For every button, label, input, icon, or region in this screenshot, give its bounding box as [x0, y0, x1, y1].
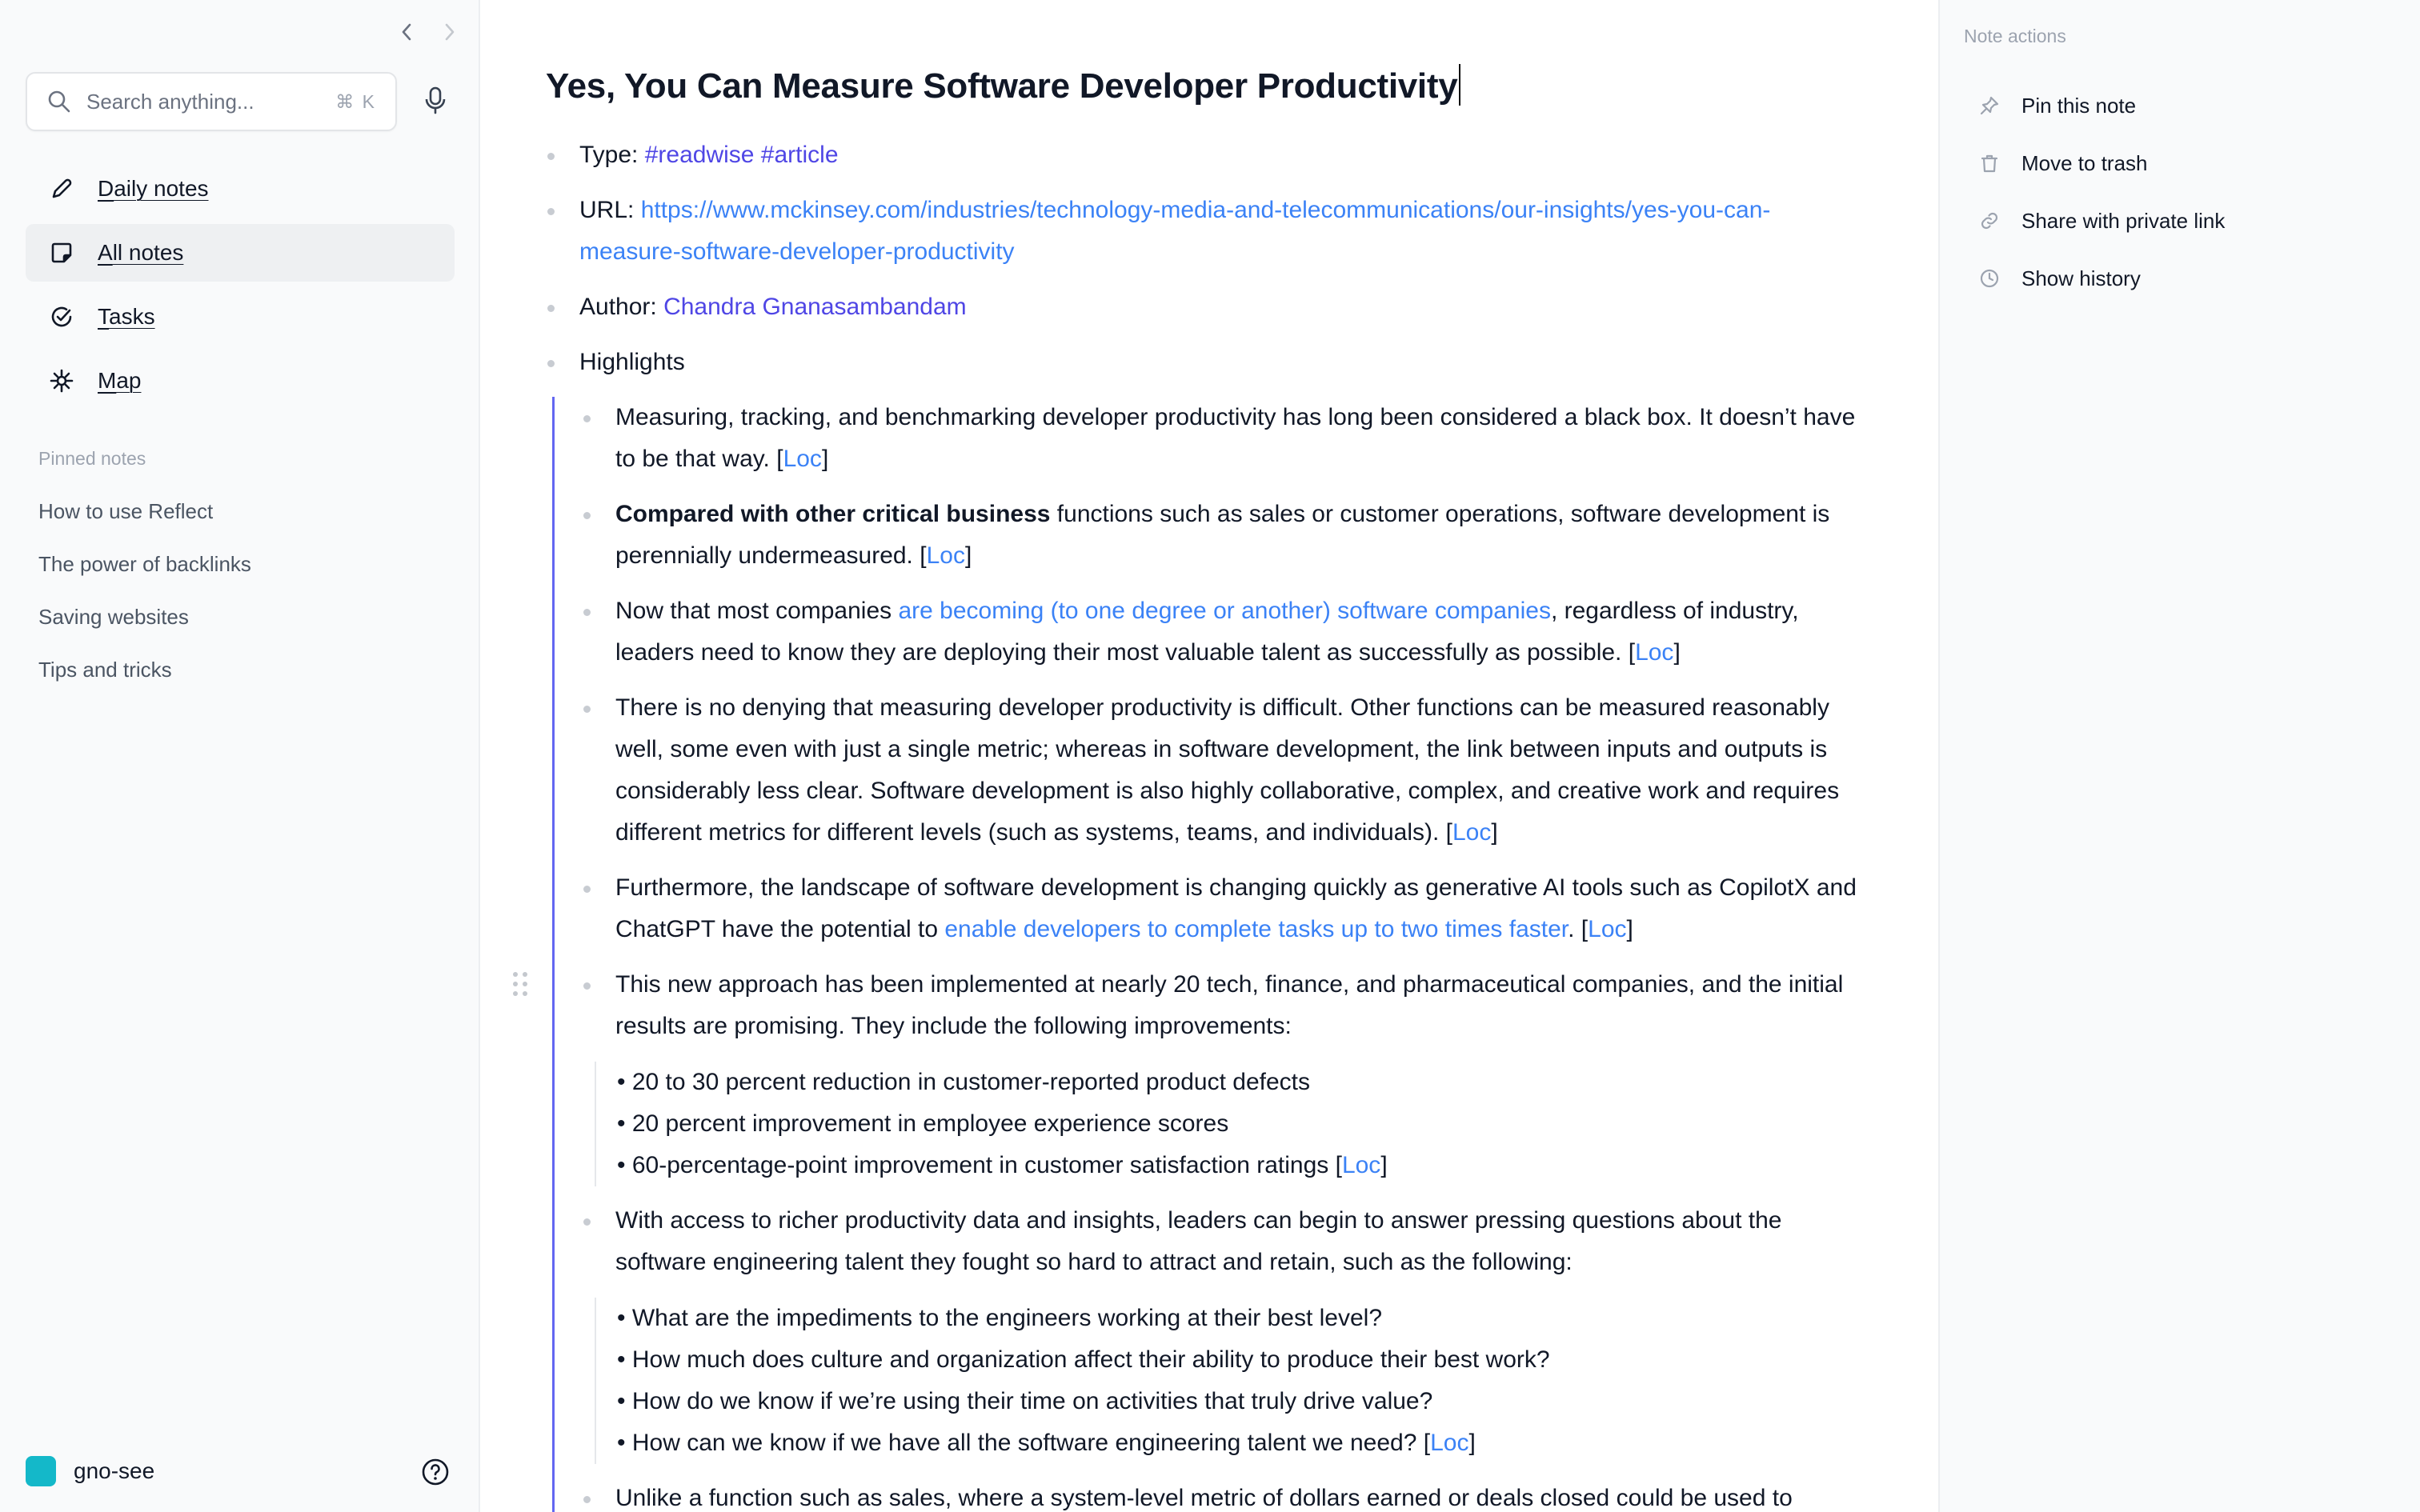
loc-link[interactable]: Loc: [1452, 819, 1492, 846]
graph-icon: [48, 367, 75, 394]
highlight-item: [582, 687, 1858, 854]
move-to-trash-button[interactable]: [1978, 134, 2225, 192]
highlight-bold-text: Compared with other critical business: [615, 501, 1051, 527]
pinned-note-item[interactable]: The power of backlinks: [38, 552, 251, 576]
list-item: [546, 286, 1858, 328]
loc-link[interactable]: Loc: [1588, 916, 1627, 942]
note-actions-heading: Note actions: [1964, 26, 2066, 46]
highlight-text: There is no denying that measuring developer productivity is difficult. Other functions can be measured reasonably well, some even with just a single metric; whereas in software development, the link between inputs and outputs is considerably less clear. Software development is also highly collaborative, complex, and creative work and requires different metrics for different levels (such as systems, teams, and individuals). [: [615, 694, 1840, 846]
note-editor[interactable]: [480, 0, 1938, 1512]
highlight-text: Furthermore, the landscape of software development is changing quickly as generative AI tools such as CopilotX and ChatGPT have the potential to: [615, 874, 1857, 942]
note-title[interactable]: [546, 64, 1460, 106]
list-item: [546, 190, 1858, 273]
back-chevron-icon[interactable]: [395, 18, 418, 46]
action-label: Show history: [2021, 266, 2141, 290]
user-name: gno-see: [74, 1458, 155, 1483]
clock-icon: [1978, 267, 2001, 290]
search-placeholder: Search anything...: [86, 89, 254, 114]
pencil-icon: [48, 175, 75, 202]
bracket: ]: [1626, 916, 1633, 942]
bracket: ]: [1468, 1430, 1476, 1456]
search-icon: [46, 89, 72, 114]
note-title-text: Yes, You Can Measure Software Developer Productivity: [546, 66, 1458, 106]
url-label: URL:: [579, 197, 641, 223]
highlight-sublist: [595, 1298, 1858, 1464]
help-icon[interactable]: [421, 1458, 450, 1486]
nav-label: All notes: [98, 240, 184, 265]
forward-chevron-icon[interactable]: [439, 18, 461, 46]
highlight-item: [582, 494, 1858, 577]
pinned-note-item[interactable]: Tips and tricks: [38, 658, 172, 682]
sublist-text: • How can we know if we have all the software engineering talent we need? [: [617, 1430, 1431, 1456]
highlight-item: [582, 1478, 1858, 1512]
sublist-item: [617, 1145, 1858, 1186]
sublist-item: • 20 percent improvement in employee experience scores: [617, 1110, 1229, 1137]
history-nav: [395, 18, 461, 46]
sublist-item: • 20 to 30 percent reduction in customer-reported product defects: [617, 1069, 1310, 1095]
search-shortcut: ⌘ K: [335, 90, 376, 112]
nav-map[interactable]: [26, 352, 455, 410]
nav-daily-notes[interactable]: [26, 160, 455, 218]
pinned-note-item[interactable]: Saving websites: [38, 605, 189, 629]
pin-note-button[interactable]: [1978, 77, 2225, 134]
inline-link[interactable]: are becoming (to one degree or another) software companies: [898, 598, 1551, 624]
loc-link[interactable]: Loc: [1341, 1152, 1381, 1178]
type-tags-link[interactable]: #readwise #article: [644, 142, 839, 168]
main-nav: [26, 160, 455, 416]
nav-label: Daily notes: [98, 176, 209, 201]
sublist-item: • How much does culture and organization affect their ability to produce their best work?: [617, 1346, 1550, 1373]
highlight-sublist: [595, 1062, 1858, 1186]
drag-handle-icon[interactable]: [511, 970, 530, 998]
highlight-text: , regardless of industry, leaders need to know they are deploying their most valuable talent as successfully as possible. [: [615, 598, 1799, 666]
check-circle-icon: [48, 303, 75, 330]
microphone-icon[interactable]: [423, 86, 448, 115]
highlight-item: [582, 397, 1858, 480]
bracket: ]: [821, 446, 829, 472]
pinned-notes-heading: Pinned notes: [38, 448, 146, 469]
highlight-text: This new approach has been implemented at nearly 20 tech, finance, and pharmaceutical companies, and the initial results are promising. They include the following improvements:: [615, 971, 1844, 1039]
highlight-item: [582, 867, 1858, 950]
highlight-item: [582, 1200, 1858, 1464]
sidebar: [0, 0, 480, 1512]
highlight-text: Now that most companies: [615, 598, 899, 624]
search-input[interactable]: [26, 72, 397, 131]
inline-link[interactable]: enable developers to complete tasks up to two times faster: [944, 916, 1569, 942]
list-item: [546, 134, 1858, 176]
highlight-item: [582, 590, 1858, 674]
list-item: [546, 342, 1858, 383]
highlight-item: [582, 964, 1858, 1186]
share-link-button[interactable]: [1978, 192, 2225, 250]
highlight-text: Measuring, tracking, and benchmarking developer productivity has long been considered a black box. It doesn’t have to be that way. [: [615, 404, 1856, 472]
pinned-notes-list: [38, 493, 251, 704]
note-actions-list: [1978, 77, 2225, 307]
highlight-text: functions such as sales or customer operations, software development is perennially undermeasured. [: [615, 501, 1830, 569]
url-link[interactable]: https://www.mckinsey.com/industries/technology-media-and-telecommunications/our-insights/yes-you-can-measure-software-developer-productivity: [579, 197, 1771, 265]
user-menu[interactable]: [26, 1456, 154, 1486]
highlight-text: With access to richer productivity data and insights, leaders can begin to answer pressing questions about the software engineering talent they fought so hard to attract and retain, such as the following:: [615, 1207, 1782, 1275]
sublist-item: • What are the impediments to the engineers working at their best level?: [617, 1305, 1383, 1331]
show-history-button[interactable]: [1978, 250, 2225, 307]
note-body: [546, 134, 1858, 1512]
note-actions-panel: [1938, 0, 2420, 1512]
sublist-item: [617, 1422, 1858, 1464]
type-label: Type:: [579, 142, 645, 168]
loc-link[interactable]: Loc: [783, 446, 822, 472]
highlights-label: Highlights: [579, 349, 685, 375]
loc-link[interactable]: Loc: [1635, 639, 1674, 666]
trash-icon: [1978, 152, 2001, 174]
highlights-block: [552, 397, 1858, 1512]
bracket: ]: [1491, 819, 1498, 846]
action-label: Move to trash: [2021, 150, 2148, 175]
highlight-text: Unlike a function such as sales, where a system-level metric of dollars earned or deals closed could be used to: [615, 1485, 1793, 1511]
pinned-note-item[interactable]: How to use Reflect: [38, 499, 214, 523]
note-icon: [48, 239, 75, 266]
bracket: ]: [1380, 1152, 1388, 1178]
nav-all-notes[interactable]: [26, 224, 455, 282]
sublist-item: • How do we know if we’re using their time on activities that truly drive value?: [617, 1388, 1433, 1414]
action-label: Share with private link: [2021, 208, 2226, 233]
link-icon: [1978, 210, 2001, 232]
nav-label: Map: [98, 368, 142, 393]
loc-link[interactable]: Loc: [926, 542, 965, 569]
pin-icon: [1978, 94, 2001, 117]
sublist-text: • 60-percentage-point improvement in customer satisfaction ratings [: [617, 1152, 1342, 1178]
text-caret: [1459, 64, 1460, 106]
bracket: ]: [964, 542, 972, 569]
highlight-text: . [: [1568, 916, 1589, 942]
loc-link[interactable]: Loc: [1430, 1430, 1469, 1456]
action-label: Pin this note: [2021, 93, 2137, 118]
author-link[interactable]: Chandra Gnanasambandam: [663, 294, 967, 320]
avatar: [26, 1456, 56, 1486]
bracket: ]: [1673, 639, 1681, 666]
nav-label: Tasks: [98, 304, 155, 329]
author-label: Author:: [579, 294, 664, 320]
nav-tasks[interactable]: [26, 288, 455, 346]
